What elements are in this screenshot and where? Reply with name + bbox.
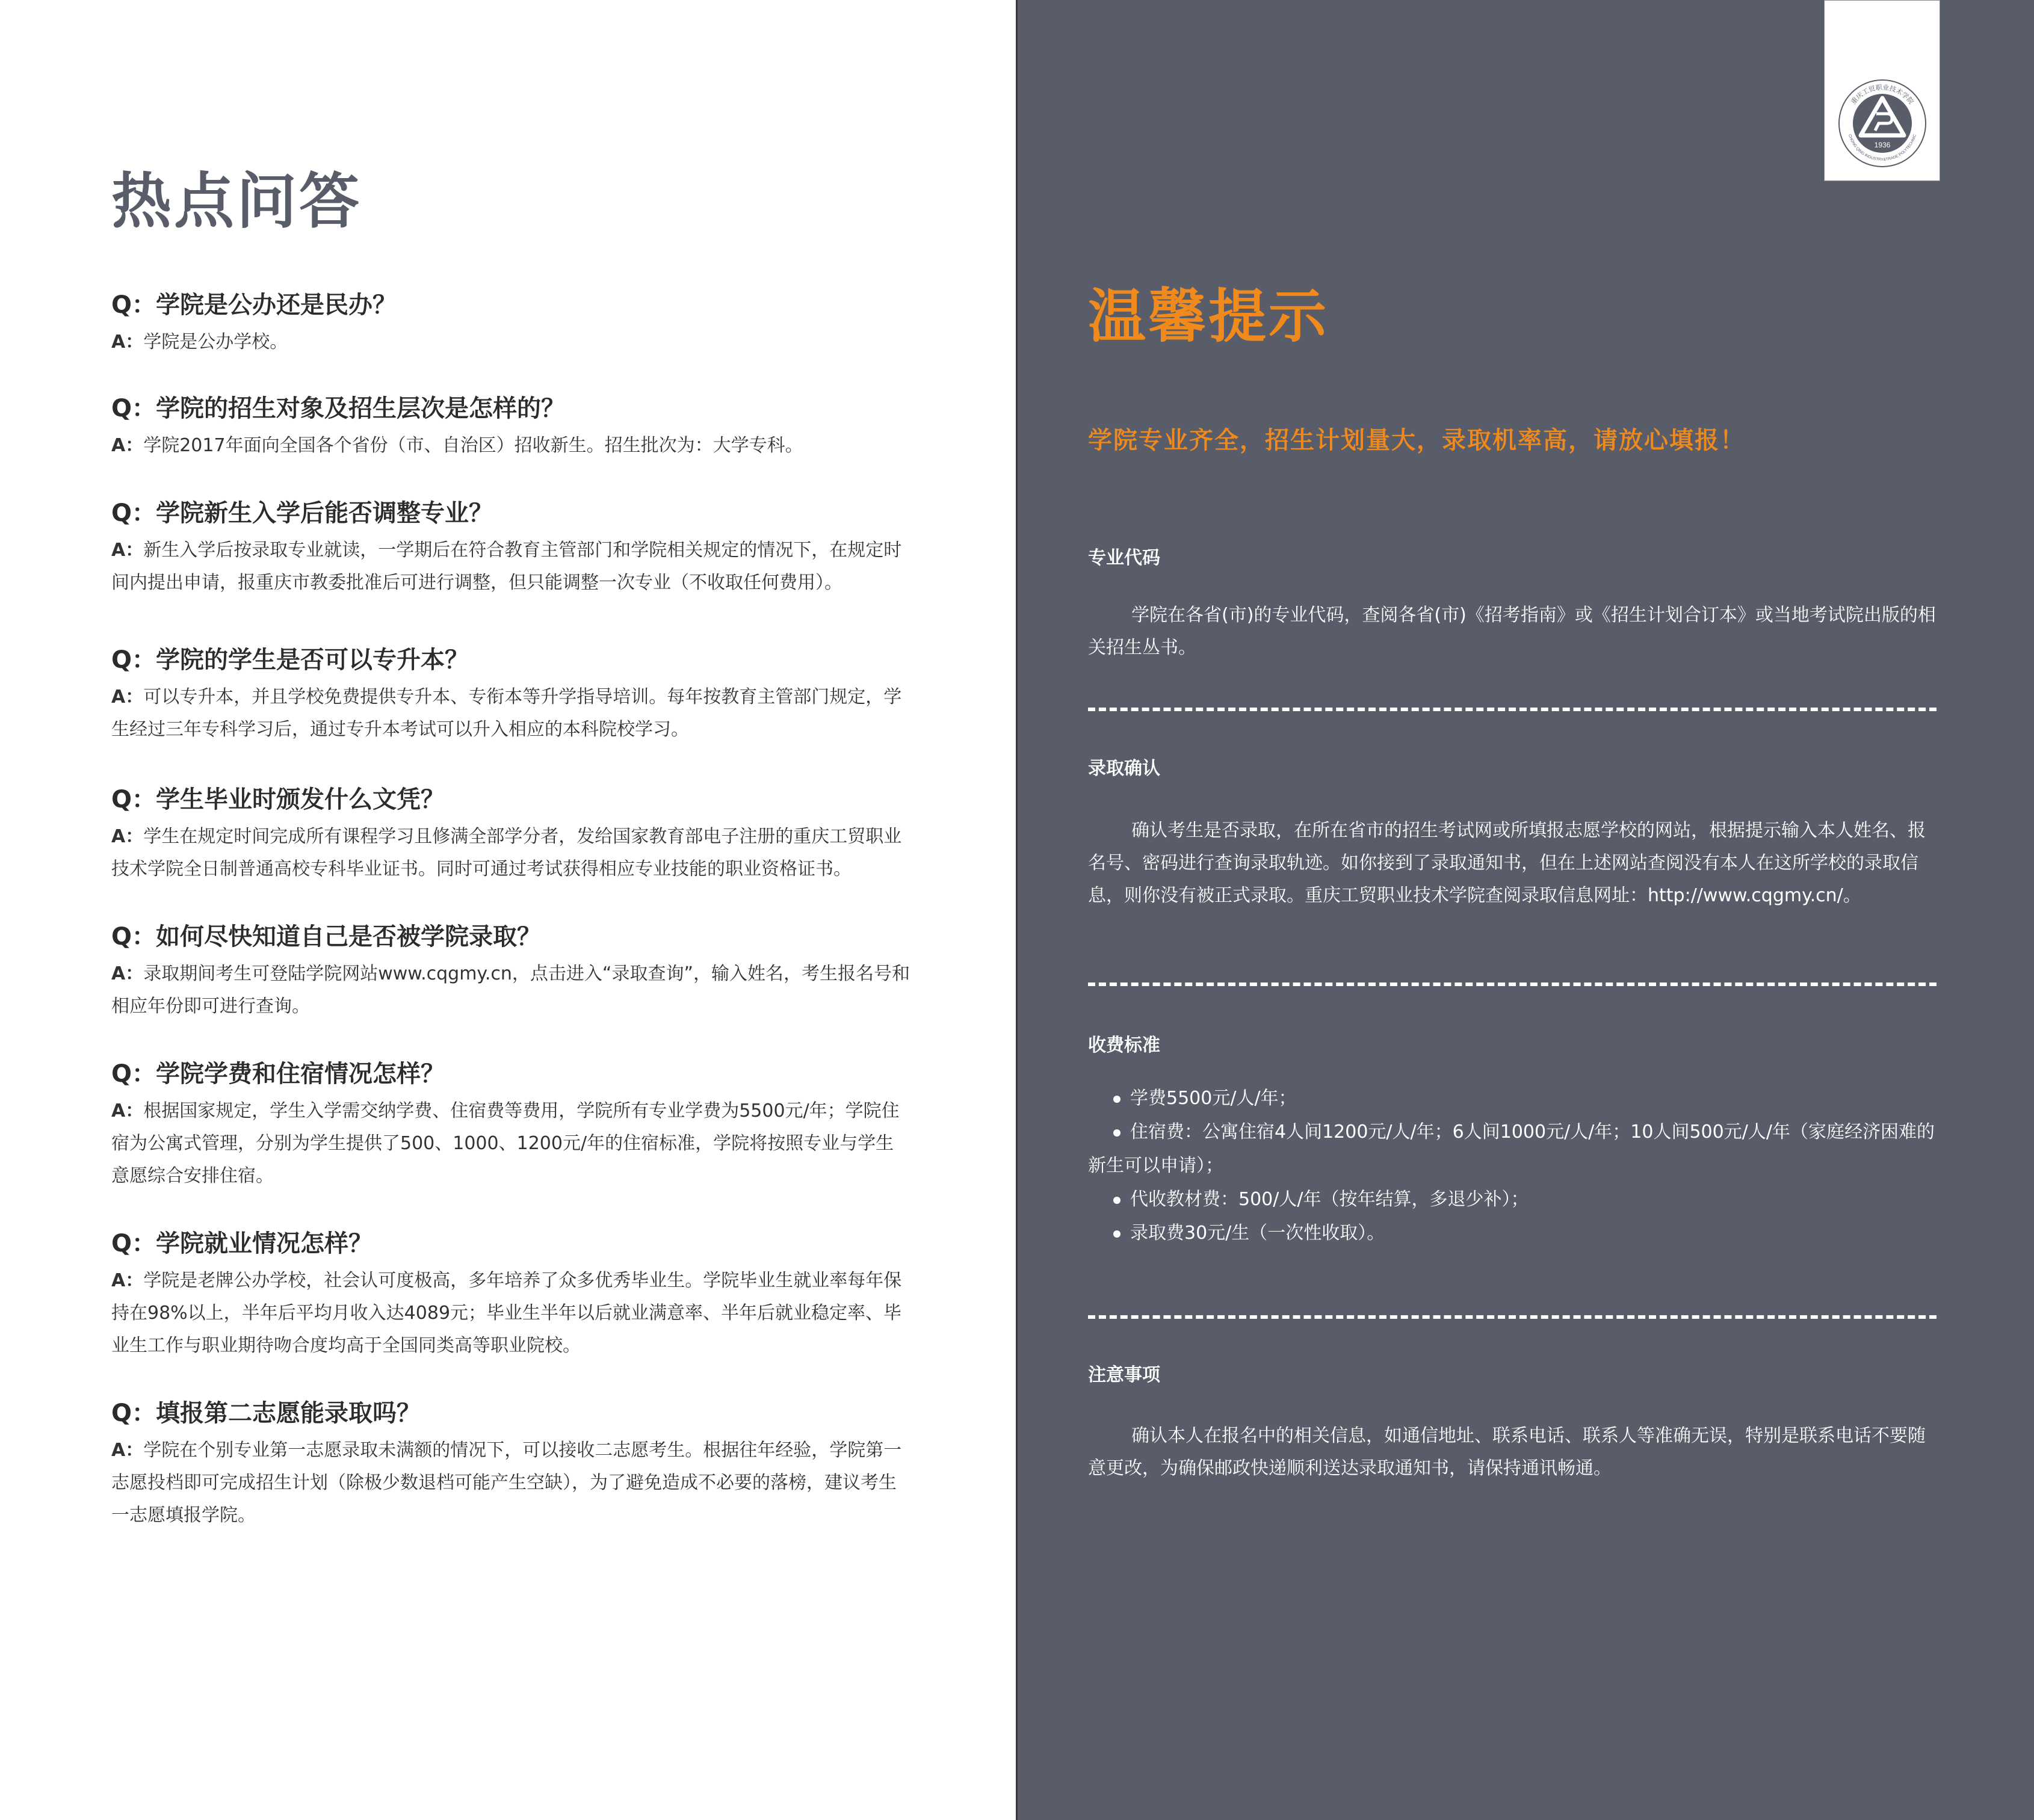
answer-text: 根据国家规定，学生入学需交纳学费、住宿费等费用，学院所有专业学费为5500元/年；学院住宿为公寓式管理，分别为学生提供了500、1000、1200元/年的住宿标准，学院将按照专业与学生意愿综合安排住宿。 <box>111 1100 900 1186</box>
tips-subtitle: 学院专业齐全，招生计划量大，录取机率高，请放心填报！ <box>1088 427 1745 454</box>
svg-text:1936: 1936 <box>1874 141 1891 149</box>
answer-prefix: A： <box>111 1270 144 1291</box>
section-body: 确认考生是否录取，在所在省市的招生考试网或所填报志愿学校的网站，根据提示输入本人姓名、报名号、密码进行查询录取轨迹。如你接到了录取通知书，但在上述网站查阅没有本人在这所学校的录取信息，则你没有被正式录取。重庆工贸职业技术学院查阅录取信息网址：http://www.cqgmy.cn/。 <box>1088 820 1926 906</box>
section-major-code <box>1088 546 1943 664</box>
dashed-divider <box>1088 708 1937 711</box>
fee-item: 代收教材费：500/人/年（按年结算，多退少补）； <box>1088 1183 1943 1217</box>
bullet-icon <box>1113 1230 1121 1238</box>
dashed-divider <box>1088 982 1937 986</box>
answer-prefix: A： <box>111 826 144 847</box>
tips-title: 温馨提示 <box>1088 283 1329 350</box>
answer-prefix: A： <box>111 540 144 561</box>
bullet-icon <box>1113 1197 1121 1204</box>
qa-list <box>111 288 912 1532</box>
section-fees <box>1088 1034 1943 1250</box>
answer <box>111 821 912 886</box>
question: Q：填报第二志愿能录取吗？ <box>111 1399 421 1427</box>
qa-item <box>111 496 912 599</box>
fee-item: 住宿费：公寓住宿4人间1200元/人/年；6人间1000元/人/年；10人间500元/人/年（家庭经济困难的新生可以申请）； <box>1088 1121 1935 1176</box>
section-heading: 专业代码 <box>1088 548 1160 569</box>
question: Q：学院的招生对象及招生层次是怎样的？ <box>111 395 566 422</box>
qa-item <box>111 1057 912 1192</box>
qa-item <box>111 1396 912 1532</box>
question: Q：学院就业情况怎样？ <box>111 1230 373 1257</box>
question: Q：学院新生入学后能否调整专业？ <box>111 499 493 527</box>
answer-prefix: A： <box>111 1100 144 1121</box>
qa-item <box>111 288 912 359</box>
answer-text: 学院是老牌公办学校，社会认可度极高，多年培养了众多优秀毕业生。学院毕业生就业率每年保持在98%以上，半年后平均月收入达4089元；毕业生半年以后就业满意率、半年后就业稳定率、毕业生工作与职业期待吻合度均高于全国同类高等职业院校。 <box>111 1270 902 1356</box>
answer-text: 新生入学后按录取专业就读，一学期后在符合教育主管部门和学院相关规定的情况下，在规定时间内提出申请，报重庆市教委批准后可进行调整，但只能调整一次专业（不收取任何费用）。 <box>111 540 902 593</box>
answer <box>111 1265 912 1362</box>
answer-prefix: A： <box>111 435 144 456</box>
section-heading: 收费标准 <box>1088 1035 1160 1056</box>
answer-prefix: A： <box>111 1440 144 1461</box>
answer-text: 学院是公办学校。 <box>143 332 288 353</box>
answer-prefix: A： <box>111 963 144 984</box>
answer-prefix: A： <box>111 332 144 353</box>
question: Q：学院的学生是否可以专升本？ <box>111 646 469 674</box>
answer <box>111 1095 912 1192</box>
answer <box>111 430 912 462</box>
question: Q：学院学费和住宿情况怎样？ <box>111 1060 445 1088</box>
section-body: 确认本人在报名中的相关信息，如通信地址、联系电话、联系人等准确无误，特别是联系电话不要随意更改，为确保邮政快递顺利送达录取通知书，请保持通讯畅通。 <box>1088 1425 1926 1479</box>
answer <box>111 958 912 1023</box>
dashed-divider <box>1088 1315 1937 1319</box>
answer <box>111 326 912 359</box>
section-heading: 注意事项 <box>1088 1365 1160 1386</box>
section-admission <box>1088 757 1943 912</box>
bullet-icon <box>1113 1129 1121 1137</box>
answer <box>111 1434 912 1532</box>
answer-text: 学院在个别专业第一志愿录取未满额的情况下，可以接收二志愿考生。根据往年经验，学院第一志愿投档即可完成招生计划（除极少数退档可能产生空缺），为了避免造成不必要的落榜，建议考生一志愿填报学院。 <box>111 1440 902 1526</box>
college-emblem-icon <box>1837 78 1928 169</box>
question: Q：学院是公办还是民办？ <box>111 291 397 319</box>
college-logo <box>1824 0 1940 181</box>
bullet-icon <box>1113 1096 1121 1103</box>
answer-text: 学院2017年面向全国各个省份（市、自治区）招收新生。招生批次为：大学专科。 <box>143 435 803 456</box>
qa-item <box>111 782 912 886</box>
answer <box>111 681 912 746</box>
answer <box>111 534 912 599</box>
qa-item <box>111 1226 912 1362</box>
qa-item <box>111 643 912 746</box>
qa-item <box>111 391 912 462</box>
question: Q：学生毕业时颁发什么文凭？ <box>111 786 445 813</box>
fee-item: 录取费30元/生（一次性收取）。 <box>1088 1217 1943 1250</box>
svg-text:CHONG QING INDUSTRY&TRADE POLY: CHONG QING INDUSTRY&TRADE POLYTECHNIC <box>1847 134 1918 162</box>
fee-item: 学费5500元/人/年； <box>1088 1082 1943 1115</box>
answer-prefix: A： <box>111 686 144 708</box>
answer-text: 可以专升本，并且学校免费提供专升本、专衔本等升学指导培训。每年按教育主管部门规定，学生经过三年专科学习后，通过专升本考试可以升入相应的本科院校学习。 <box>111 686 902 740</box>
section-notes <box>1088 1363 1943 1485</box>
answer-text: 学生在规定时间完成所有课程学习且修满全部学分者，发给国家教育部电子注册的重庆工贸职业技术学院全日制普通高校专科毕业证书。同时可通过考试获得相应专业技能的职业资格证书。 <box>111 826 902 880</box>
question: Q：如何尽快知道自己是否被学院录取？ <box>111 923 542 951</box>
section-body: 学院在各省(市)的专业代码，查阅各省(市)《招考指南》或《招生计划合订本》或当地考试院出版的相关招生丛书。 <box>1088 605 1936 658</box>
faq-page <box>0 0 1016 1820</box>
answer-text: 录取期间考生可登陆学院网站www.cqgmy.cn，点击进入“录取查询”，输入姓名，考生报名号和相应年份即可进行查询。 <box>111 963 910 1017</box>
page-title: 热点问答 <box>111 166 362 236</box>
fee-list <box>1088 1082 1943 1250</box>
qa-item <box>111 919 912 1023</box>
section-heading: 录取确认 <box>1088 758 1160 779</box>
svg-text:重庆工贸职业技术学院: 重庆工贸职业技术学院 <box>1849 83 1915 106</box>
